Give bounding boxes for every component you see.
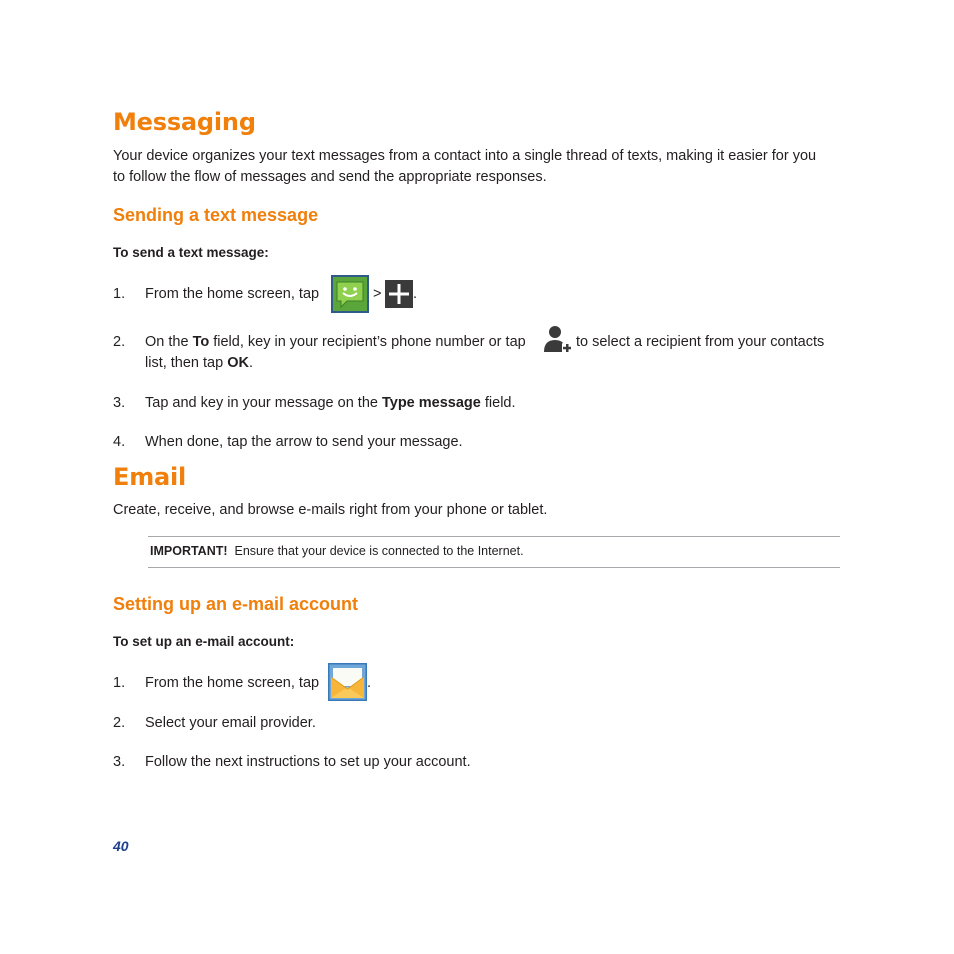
plus-icon[interactable] (385, 280, 413, 308)
send-step-1 (0, 284, 954, 308)
page-number: 40 (113, 838, 129, 854)
step-text-line-1 (145, 332, 526, 353)
step-text-line-1-end: to select a recipient from your contacts (576, 334, 825, 350)
send-step-4 (0, 432, 954, 454)
sending-text-subtitle: Sending a text message (113, 205, 319, 225)
step-number: 3. (113, 395, 126, 411)
messaging-app-icon[interactable] (331, 275, 369, 313)
step-number: 4. (113, 434, 126, 450)
step-text-line-2 (145, 353, 253, 374)
step-text: Select your email provider. (145, 715, 316, 731)
step-text: From the home screen, tap (145, 286, 320, 302)
email-app-icon[interactable] (328, 663, 367, 701)
to-field-name: To (192, 334, 210, 350)
step-number: 3. (113, 754, 126, 770)
send-step-3 (0, 393, 954, 415)
step-text-part: On the (145, 334, 193, 350)
step-text-part: . (248, 355, 253, 371)
type-message-field-name: Type message (381, 395, 481, 411)
email-title: Email (113, 463, 187, 491)
email-step-2 (0, 713, 954, 735)
separator-gt: > (373, 286, 382, 302)
step-text-part: field, key in your recipient’s phone number or tap (209, 334, 526, 350)
step-text: When done, tap the arrow to send your message. (145, 434, 463, 450)
ok-button-name: OK (227, 355, 249, 371)
email-step-1-period: . (367, 675, 372, 691)
step-text (145, 393, 516, 414)
email-procedure-heading: To set up an e-mail account: (113, 634, 295, 649)
step-text-part: field. (480, 395, 516, 411)
email-step-1 (0, 673, 954, 695)
step-number: 2. (113, 334, 126, 350)
step-text-part: Tap and key in your message on the (145, 395, 382, 411)
step-number: 1. (113, 286, 126, 302)
important-bottom-rule (148, 567, 840, 568)
add-contact-icon[interactable] (541, 322, 573, 356)
send-step-2 (0, 332, 954, 376)
messaging-intro (113, 146, 853, 188)
step-text: Follow the next instructions to set up your account. (145, 754, 471, 770)
important-label: IMPORTANT! (150, 544, 228, 558)
email-step-3 (0, 752, 954, 774)
important-note (150, 544, 524, 558)
step-1-period: . (413, 286, 418, 302)
important-top-rule (148, 536, 840, 537)
email-setup-subtitle: Setting up an e-mail account (113, 594, 359, 614)
email-intro: Create, receive, and browse e-mails right from your phone or tablet. (113, 502, 548, 518)
messaging-title: Messaging (113, 108, 256, 136)
important-text: Ensure that your device is connected to the Internet. (234, 544, 524, 558)
messaging-intro-line-1: Your device organizes your text messages from a contact into a single thread of texts, making it easier for you (113, 148, 817, 164)
step-number: 1. (113, 675, 126, 691)
step-number: 2. (113, 715, 126, 731)
step-text-part: list, then tap (145, 355, 228, 371)
send-text-procedure-heading: To send a text message: (113, 245, 269, 260)
step-text: From the home screen, tap (145, 675, 320, 691)
messaging-intro-line-2: to follow the flow of messages and send the appropriate responses. (113, 169, 547, 185)
